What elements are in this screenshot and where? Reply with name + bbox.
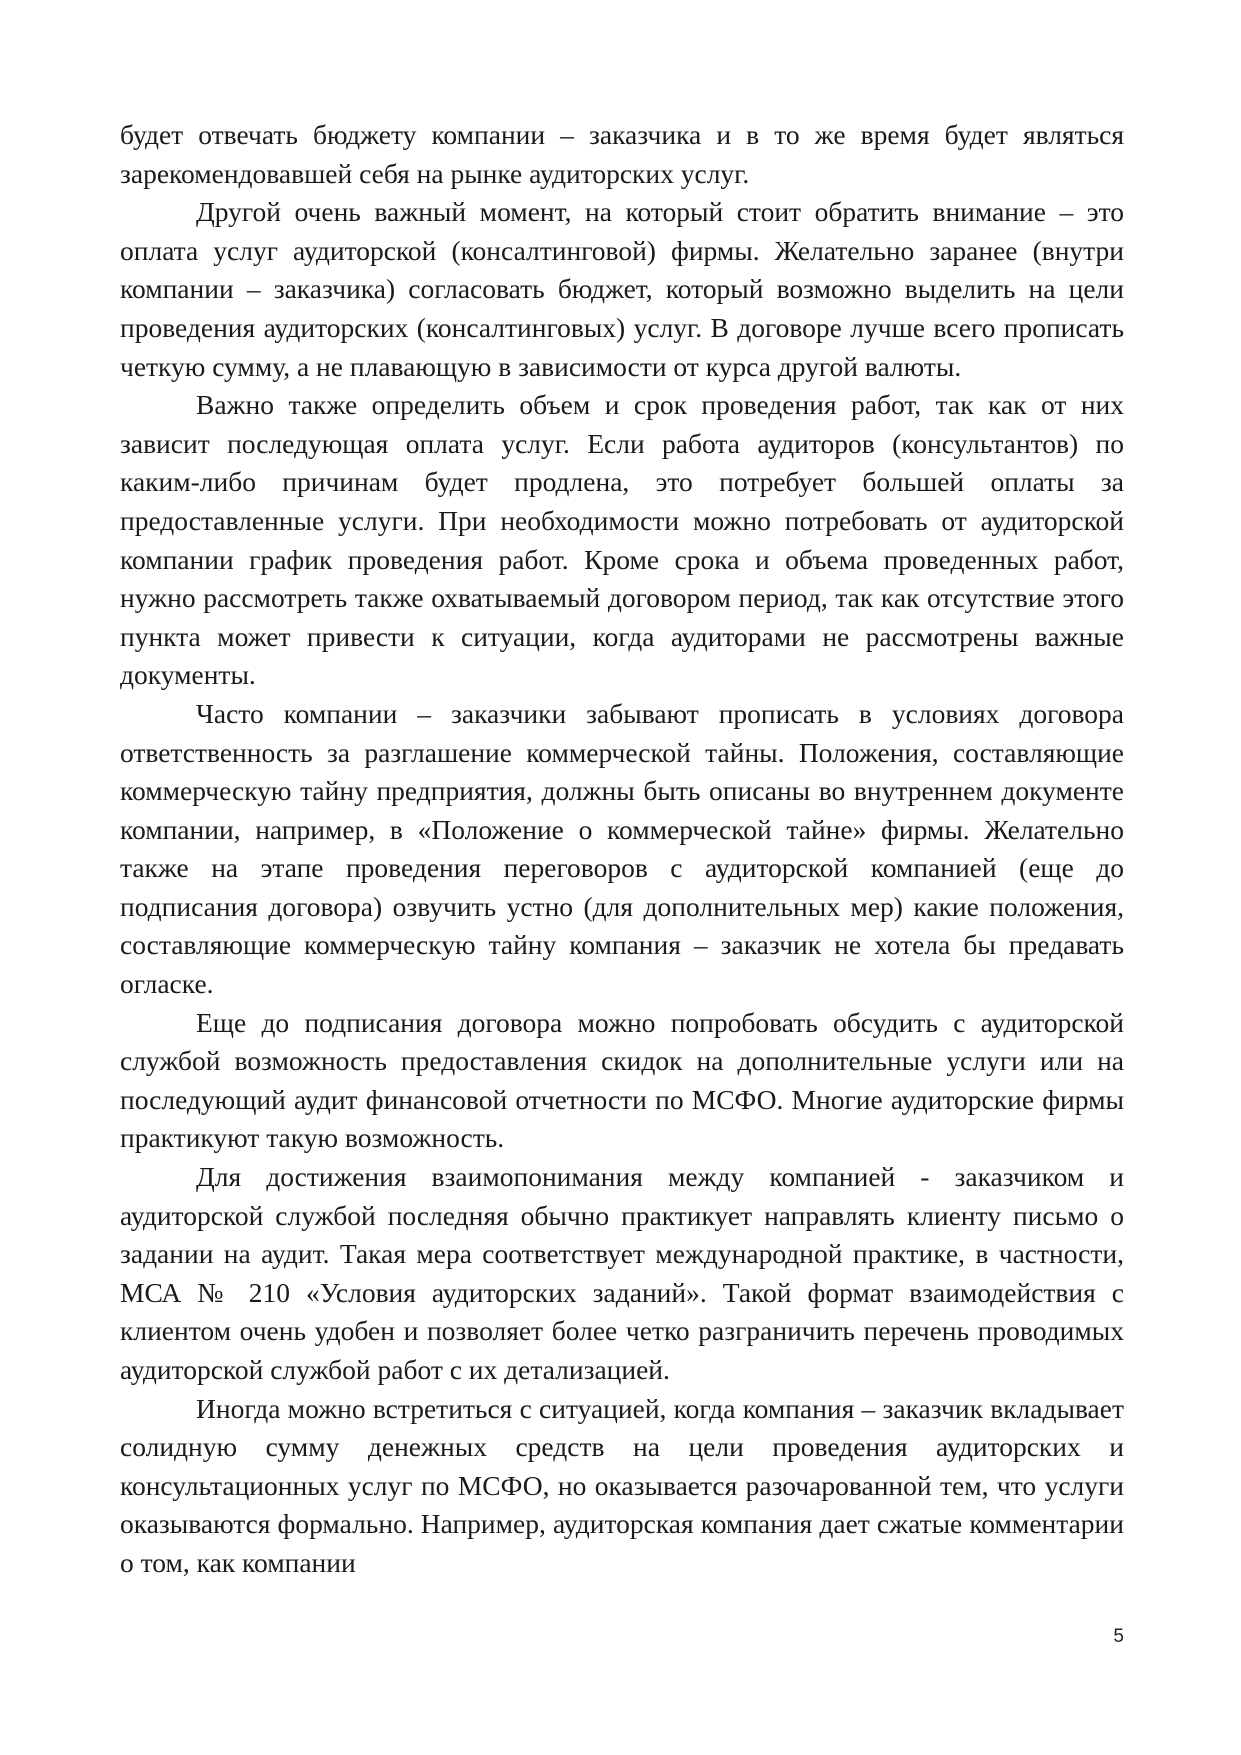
paragraph-scope-and-terms: Важно также определить объем и срок проведения работ, так как от них зависит последующая оплата услуг. Если работа аудиторов (консультантов) по каким-либо причинам будет продлена, это потребует большей оплаты за предоставленные услуги. При необходимости можно потребовать от аудиторской компании график проведения работ. Кроме срока и объема проведенных работ, нужно рассмотреть также охватываемый договором период, так как отсутствие этого пункта может привести к ситуации, когда аудиторами не рассмотрены важные документы. (120, 389, 1124, 691)
page-number: 5 (1113, 1626, 1124, 1647)
paragraph-engagement-letter: Для достижения взаимопонимания между компанией - заказчиком и аудиторской службой последняя обычно практикует направлять клиенту письмо о задании на аудит. Такая мера соответствует международной практике, в частности, МСА № 210 «Условия аудиторских заданий». Такой формат взаимодействия с клиентом очень удобен и позволяет более четко разграничить перечень проводимых аудиторской службой работ с их детализацией. (120, 1161, 1124, 1385)
paragraph-payment: Другой очень важный момент, на который стоит обратить внимание – это оплата услуг аудиторской (консалтинговой) фирмы. Желательно заранее (внутри компании – заказчика) согласовать бюджет, который возможно выделить на цели проведения аудиторских (консалтинговых) услуг. В договоре лучше всего прописать четкую сумму, а не плавающую в зависимости от курса другой валюты. (120, 196, 1124, 382)
paragraph-discounts: Еще до подписания договора можно попробовать обсудить с аудиторской службой возможность предоставления скидок на дополнительные услуги или на последующий аудит финансовой отчетности по МСФО. Многие аудиторские фирмы практикуют такую возможность. (120, 1006, 1124, 1154)
paragraph-formal-services: Иногда можно встретиться с ситуацией, когда компания – заказчик вкладывает солидную сумму денежных средств на цели проведения аудиторских и консультационных услуг по МСФО, но оказывается разочарованной тем, что услуги оказываются формально. Например, аудиторская компания дает сжатые комментарии о том, как компании (120, 1392, 1124, 1578)
paragraph-trade-secret: Часто компании – заказчики забывают прописать в условиях договора ответственность за разглашение коммерческой тайны. Положения, составляющие коммерческую тайну предприятия, должны быть описаны во внутреннем документе компании, например, в «Положение о коммерческой тайне» фирмы. Желательно также на этапе проведения переговоров с аудиторской компанией (еще до подписания договора) озвучить устно (для дополнительных мер) какие положения, составляющие коммерческую тайну компания – заказчик не хотела бы предавать огласке. (120, 697, 1124, 1000)
paragraph-budget-continuation: будет отвечать бюджету компании – заказчика и в то же время будет являться зарекомендовавшей себя на рынке аудиторских услуг. (120, 119, 1124, 189)
document-body (120, 116, 1124, 1583)
